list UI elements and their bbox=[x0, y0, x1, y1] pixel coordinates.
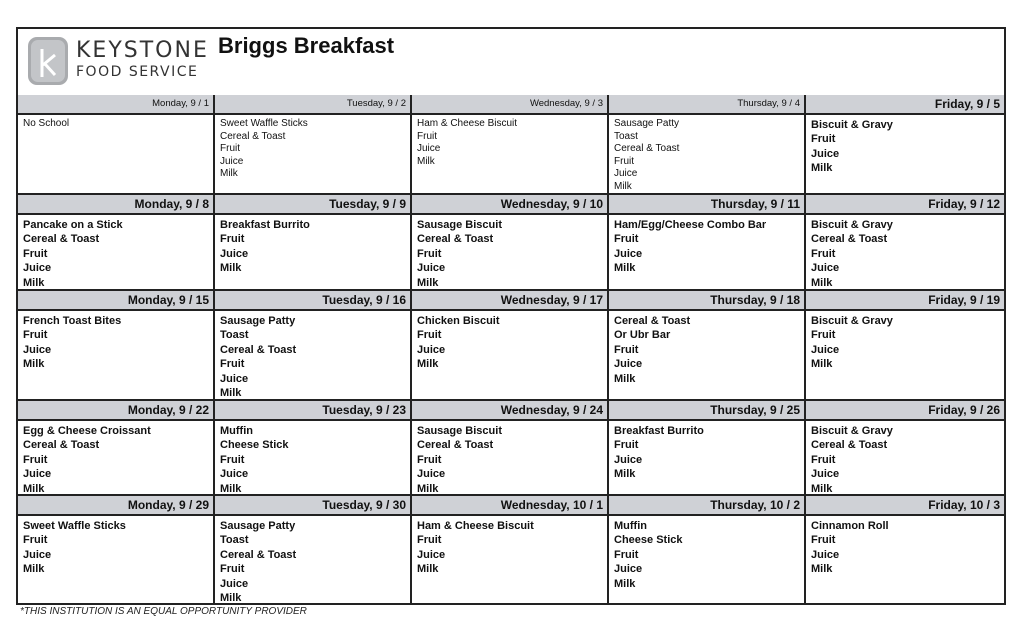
menu-item-list bbox=[18, 215, 213, 293]
menu-item: Breakfast Burrito bbox=[220, 219, 310, 231]
day-header: Tuesday, 9 / 2 bbox=[215, 95, 410, 115]
menu-item: Juice bbox=[220, 155, 244, 167]
menu-item-list bbox=[215, 215, 410, 279]
day-cell bbox=[412, 496, 609, 603]
menu-item: Fruit bbox=[811, 133, 836, 146]
menu-item-list bbox=[806, 115, 1004, 179]
menu-item: Milk bbox=[220, 168, 238, 179]
menu-item: No School bbox=[23, 118, 70, 129]
menu-item: Milk bbox=[614, 262, 636, 275]
menu-item: Milk bbox=[811, 162, 833, 175]
menu-item: Fruit bbox=[220, 233, 245, 246]
menu-item-list bbox=[412, 516, 607, 580]
menu-item-list bbox=[215, 421, 410, 499]
day-cell bbox=[412, 195, 609, 289]
keystone-logo-icon bbox=[28, 37, 68, 85]
day-header: Monday, 9 / 1 bbox=[18, 95, 213, 115]
menu-item: Milk bbox=[417, 358, 439, 371]
menu-item: Juice bbox=[811, 548, 840, 561]
menu-item: Milk bbox=[417, 276, 439, 289]
menu-item: Fruit bbox=[614, 343, 639, 356]
menu-item: Juice bbox=[417, 143, 441, 154]
menu-item-list bbox=[609, 215, 804, 279]
menu-item: Biscuit & Gravy bbox=[811, 315, 893, 327]
menu-item-list bbox=[609, 421, 804, 485]
week-row bbox=[18, 291, 1004, 401]
menu-item: Milk bbox=[220, 482, 242, 495]
menu-item: Juice bbox=[614, 563, 643, 576]
menu-item-list bbox=[806, 311, 1004, 375]
menu-item: Milk bbox=[23, 276, 45, 289]
menu-item: Juice bbox=[23, 548, 52, 561]
day-cell bbox=[806, 291, 1004, 399]
menu-item-list bbox=[806, 215, 1004, 293]
menu-item: Juice bbox=[417, 343, 446, 356]
menu-item: Milk bbox=[811, 563, 833, 576]
day-cell bbox=[609, 291, 806, 399]
day-header: Tuesday, 9 / 9 bbox=[215, 195, 410, 215]
menu-item: Fruit bbox=[811, 534, 836, 547]
menu-item: Milk bbox=[614, 468, 636, 481]
menu-item: Juice bbox=[417, 262, 446, 275]
day-cell bbox=[215, 291, 412, 399]
menu-item: Juice bbox=[614, 358, 643, 371]
menu-item: Cereal & Toast bbox=[23, 439, 100, 452]
day-header: Friday, 9 / 19 bbox=[806, 291, 1004, 311]
page-title: Briggs Breakfast bbox=[218, 33, 395, 58]
day-cell bbox=[18, 95, 215, 193]
menu-item: Fruit bbox=[220, 563, 245, 576]
menu-item: Juice bbox=[811, 262, 840, 275]
menu-item: Cereal & Toast bbox=[417, 439, 494, 452]
equal-opportunity-note: *THIS INSTITUTION IS AN EQUAL OPPORTUNITY PROVIDER bbox=[20, 606, 307, 617]
menu-item-list bbox=[215, 115, 410, 184]
menu-item: Breakfast Burrito bbox=[614, 425, 704, 437]
menu-item: Fruit bbox=[417, 247, 442, 260]
menu-item: Or Ubr Bar bbox=[614, 329, 671, 342]
menu-item: Milk bbox=[811, 276, 833, 289]
day-header: Wednesday, 9 / 24 bbox=[412, 401, 607, 421]
week-row bbox=[18, 95, 1004, 195]
menu-item: Cinnamon Roll bbox=[811, 520, 889, 532]
menu-item: Juice bbox=[417, 468, 446, 481]
day-header: Monday, 9 / 22 bbox=[18, 401, 213, 421]
menu-item: Egg & Cheese Croissant bbox=[23, 425, 151, 437]
menu-item: Cereal & Toast bbox=[417, 233, 494, 246]
menu-item-list bbox=[412, 421, 607, 499]
menu-item: Fruit bbox=[811, 453, 836, 466]
menu-item: Milk bbox=[23, 358, 45, 371]
day-header: Monday, 9 / 29 bbox=[18, 496, 213, 516]
menu-item: Fruit bbox=[614, 155, 634, 167]
menu-item: Juice bbox=[220, 468, 249, 481]
day-header: Monday, 9 / 8 bbox=[18, 195, 213, 215]
menu-item: Fruit bbox=[614, 233, 639, 246]
menu-item-list bbox=[215, 311, 410, 403]
menu-item-list bbox=[18, 115, 213, 134]
menu-item: Juice bbox=[417, 548, 446, 561]
menu-item: Milk bbox=[220, 592, 242, 605]
menu-item: Fruit bbox=[417, 130, 437, 142]
menu-item: Milk bbox=[417, 563, 439, 576]
day-header: Tuesday, 9 / 16 bbox=[215, 291, 410, 311]
menu-item-list bbox=[806, 516, 1004, 580]
day-header: Friday, 10 / 3 bbox=[806, 496, 1004, 516]
day-cell bbox=[215, 195, 412, 289]
menu-item-list bbox=[18, 516, 213, 580]
day-cell bbox=[18, 496, 215, 603]
day-header: Thursday, 9 / 18 bbox=[609, 291, 804, 311]
menu-item: Cheese Stick bbox=[614, 534, 683, 547]
menu-item: Milk bbox=[811, 358, 833, 371]
day-header: Friday, 9 / 5 bbox=[806, 95, 1004, 115]
menu-item: Juice bbox=[811, 147, 840, 160]
menu-item: Cereal & Toast bbox=[220, 548, 297, 561]
menu-item: Cereal & Toast bbox=[614, 143, 680, 154]
calendar-grid bbox=[18, 95, 1004, 603]
menu-item: Cereal & Toast bbox=[23, 233, 100, 246]
menu-item: Chicken Biscuit bbox=[417, 315, 500, 327]
day-header: Thursday, 9 / 25 bbox=[609, 401, 804, 421]
menu-item: Sausage Patty bbox=[614, 118, 680, 129]
menu-item: Toast bbox=[220, 534, 249, 547]
day-cell bbox=[18, 291, 215, 399]
menu-item: Ham & Cheese Biscuit bbox=[417, 118, 518, 129]
menu-item: Milk bbox=[614, 180, 632, 192]
day-cell bbox=[609, 496, 806, 603]
menu-item: Juice bbox=[23, 262, 52, 275]
menu-item: Ham & Cheese Biscuit bbox=[417, 520, 534, 532]
menu-item: Toast bbox=[614, 130, 638, 142]
menu-item: Milk bbox=[811, 482, 833, 495]
day-header: Wednesday, 10 / 1 bbox=[412, 496, 607, 516]
day-cell bbox=[412, 291, 609, 399]
menu-item-list bbox=[609, 115, 804, 196]
menu-item: Muffin bbox=[220, 425, 253, 437]
menu-item: Fruit bbox=[220, 358, 245, 371]
day-cell bbox=[18, 195, 215, 289]
menu-item: Biscuit & Gravy bbox=[811, 425, 893, 437]
menu-item: Sausage Biscuit bbox=[417, 219, 502, 231]
day-cell bbox=[215, 496, 412, 603]
brand-line-1: KEYSTONE bbox=[76, 38, 209, 63]
menu-item: Fruit bbox=[417, 534, 442, 547]
menu-item: Milk bbox=[23, 563, 45, 576]
day-cell bbox=[215, 95, 412, 193]
menu-item: Cereal & Toast bbox=[811, 439, 888, 452]
day-header: Tuesday, 9 / 30 bbox=[215, 496, 410, 516]
menu-item-list bbox=[609, 516, 804, 594]
day-cell bbox=[412, 401, 609, 494]
menu-item: Toast bbox=[220, 329, 249, 342]
menu-item: Juice bbox=[23, 343, 52, 356]
menu-item-list bbox=[412, 215, 607, 293]
day-cell bbox=[609, 95, 806, 193]
day-header: Friday, 9 / 12 bbox=[806, 195, 1004, 215]
menu-item-list bbox=[18, 421, 213, 499]
menu-item: Ham/Egg/Cheese Combo Bar bbox=[614, 219, 767, 231]
day-header: Wednesday, 9 / 3 bbox=[412, 95, 607, 115]
day-header: Friday, 9 / 26 bbox=[806, 401, 1004, 421]
day-cell bbox=[806, 496, 1004, 603]
day-header: Thursday, 9 / 4 bbox=[609, 95, 804, 115]
menu-item-list bbox=[18, 311, 213, 375]
menu-item: Milk bbox=[220, 387, 242, 400]
menu-item: Sausage Patty bbox=[220, 315, 296, 327]
menu-item: Juice bbox=[811, 468, 840, 481]
week-row bbox=[18, 496, 1004, 603]
menu-item: Fruit bbox=[417, 453, 442, 466]
menu-item: Biscuit & Gravy bbox=[811, 219, 893, 231]
week-row bbox=[18, 401, 1004, 496]
menu-item: Sweet Waffle Sticks bbox=[23, 520, 126, 532]
menu-item: Fruit bbox=[811, 329, 836, 342]
menu-item: Milk bbox=[417, 155, 435, 167]
brand-name bbox=[76, 39, 209, 81]
menu-item: Milk bbox=[614, 577, 636, 590]
menu-item: Juice bbox=[220, 577, 249, 590]
menu-item: French Toast Bites bbox=[23, 315, 122, 327]
menu-sheet bbox=[16, 27, 1006, 605]
day-header: Wednesday, 9 / 17 bbox=[412, 291, 607, 311]
menu-item: Milk bbox=[23, 482, 45, 495]
day-header: Monday, 9 / 15 bbox=[18, 291, 213, 311]
menu-item-list bbox=[806, 421, 1004, 499]
day-cell bbox=[18, 401, 215, 494]
menu-item: Milk bbox=[220, 262, 242, 275]
day-cell bbox=[412, 95, 609, 193]
menu-item: Fruit bbox=[23, 453, 48, 466]
menu-item: Fruit bbox=[614, 548, 639, 561]
day-cell bbox=[609, 195, 806, 289]
menu-item: Juice bbox=[614, 453, 643, 466]
menu-item: Cereal & Toast bbox=[811, 233, 888, 246]
menu-item: Pancake on a Stick bbox=[23, 219, 123, 231]
day-header: Wednesday, 9 / 10 bbox=[412, 195, 607, 215]
menu-item: Sausage Patty bbox=[220, 520, 296, 532]
menu-item: Cereal & Toast bbox=[220, 130, 286, 142]
day-header: Tuesday, 9 / 23 bbox=[215, 401, 410, 421]
menu-item: Milk bbox=[417, 482, 439, 495]
week-row bbox=[18, 195, 1004, 291]
day-cell bbox=[215, 401, 412, 494]
menu-item: Fruit bbox=[614, 439, 639, 452]
menu-item: Cereal & Toast bbox=[220, 343, 297, 356]
menu-item: Milk bbox=[614, 372, 636, 385]
menu-item: Muffin bbox=[614, 520, 647, 532]
day-header: Thursday, 10 / 2 bbox=[609, 496, 804, 516]
menu-item: Juice bbox=[220, 372, 249, 385]
menu-item: Juice bbox=[220, 247, 249, 260]
day-cell bbox=[806, 195, 1004, 289]
menu-item: Fruit bbox=[23, 247, 48, 260]
menu-item: Fruit bbox=[23, 329, 48, 342]
menu-item: Fruit bbox=[220, 143, 240, 154]
menu-item: Juice bbox=[614, 168, 638, 179]
menu-item: Cereal & Toast bbox=[614, 315, 691, 327]
menu-item: Biscuit & Gravy bbox=[811, 119, 893, 131]
menu-item-list bbox=[215, 516, 410, 608]
menu-item: Fruit bbox=[811, 247, 836, 260]
day-cell bbox=[609, 401, 806, 494]
menu-item-list bbox=[609, 311, 804, 389]
menu-item: Sausage Biscuit bbox=[417, 425, 502, 437]
brand-line-2: FOOD SERVICE bbox=[76, 64, 199, 80]
menu-header bbox=[18, 29, 1004, 97]
day-cell bbox=[806, 95, 1004, 193]
day-header: Thursday, 9 / 11 bbox=[609, 195, 804, 215]
menu-item: Cheese Stick bbox=[220, 439, 289, 452]
menu-item: Juice bbox=[811, 343, 840, 356]
menu-item-list bbox=[412, 311, 607, 375]
menu-item: Fruit bbox=[220, 453, 245, 466]
menu-item: Juice bbox=[614, 247, 643, 260]
menu-item: Fruit bbox=[23, 534, 48, 547]
menu-item-list bbox=[412, 115, 607, 171]
menu-item: Sweet Waffle Sticks bbox=[220, 118, 308, 129]
day-cell bbox=[806, 401, 1004, 494]
menu-item: Fruit bbox=[417, 329, 442, 342]
menu-item: Juice bbox=[23, 468, 52, 481]
